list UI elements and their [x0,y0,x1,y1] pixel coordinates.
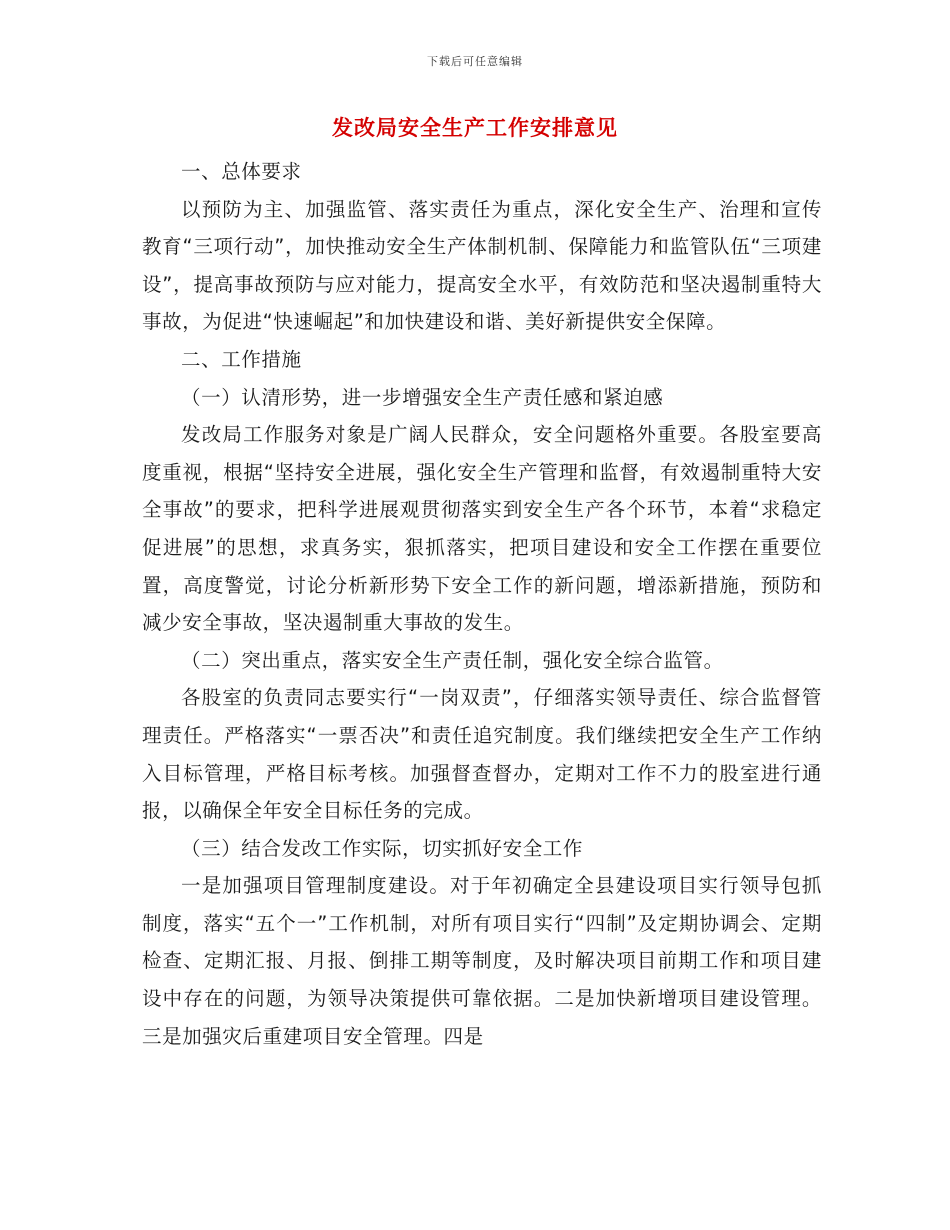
document-body [142,153,822,1055]
paragraph: 一是加强项目管理制度建设。对于年初确定全县建设项目实行领导包抓制度，落实“五个一”工作机制，对所有项目实行“四制”及定期协调会、定期检查、定期汇报、月报、倒排工期等制度，及时解决项目前期工作和项目建设中存在的问题，为领导决策提供可靠依据。二是加快新增项目建设管理。三是加强灾后重建项目安全管理。四是 [142,874,822,1048]
subsection-heading: （三）结合发改工作实际，切实抓好安全工作 [181,836,584,860]
paragraph: 发改局工作服务对象是广阔人民群众，安全问题格外重要。各股室要高度重视，根据“坚持安全进展，强化安全生产管理和监督，有效遏制重特大安全事故”的要求，把科学进展观贯彻落实到安全生产各个环节，本着“求稳定促进展”的思想，求真务实，狠抓落实，把项目建设和安全工作摆在重要位置，高度警觉，讨论分析新形势下安全工作的新问题，增添新措施，预防和减少安全事故，坚决遏制重大事故的发生。 [142,423,822,635]
section-heading: 二、工作措施 [181,347,302,371]
subsection-heading: （二）突出重点，落实安全生产责任制，强化安全综合监管。 [181,648,724,672]
section-heading: 一、总体要求 [181,160,302,183]
subsection-heading: （一）认清形势，进一步增强安全生产责任感和紧迫感 [181,385,664,409]
paragraph: 以预防为主、加强监管、落实责任为重点，深化安全生产、治理和宣传教育“三项行动”，加快推动安全生产体制机制、保障能力和监管队伍“三项建设”，提高事故预防与应对能力，提高安全水平，有效防范和坚决遏制重特大事故，为促进“快速崛起”和加快建设和谐、美好新提供安全保障。 [142,197,822,334]
document-title: 发改局安全生产工作安排意见 [332,116,618,140]
header-note: 下载后可任意编辑 [427,55,523,68]
paragraph: 各股室的负责同志要实行“一岗双责”，仔细落实领导责任、综合监督管理责任。严格落实“一票否决”和责任追究制度。我们继续把安全生产工作纳入目标管理，严格目标考核。加强督查督办，定期对工作不力的股室进行通报，以确保全年安全目标任务的完成。 [142,686,822,823]
